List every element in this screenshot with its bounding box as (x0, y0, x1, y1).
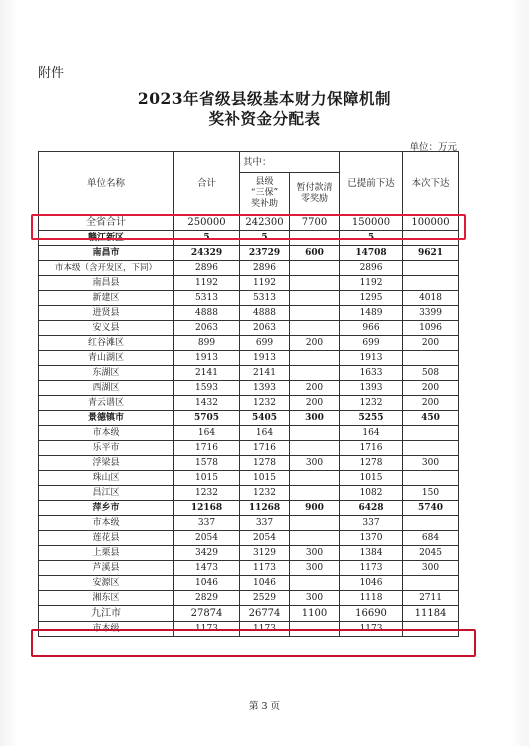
cell-value: 1716 (174, 441, 240, 456)
cell-unit-name: 安源区 (39, 576, 174, 591)
cell-unit-name: 市本级 (39, 516, 174, 531)
cell-value: 1173 (340, 622, 403, 637)
cell-value: 300 (290, 561, 340, 576)
cell-unit-name: 上栗县 (39, 546, 174, 561)
cell-value: 1473 (174, 561, 240, 576)
cell-value (403, 471, 459, 486)
cell-value: 1295 (340, 291, 403, 306)
cell-unit-name: 萍乡市 (39, 501, 174, 516)
table-row (39, 456, 459, 471)
cell-value: 1192 (174, 276, 240, 291)
cell-unit-name: 东湖区 (39, 366, 174, 381)
cell-value: 699 (240, 336, 290, 351)
cell-value: 1046 (174, 576, 240, 591)
table-row (39, 501, 459, 516)
cell-value: 1578 (174, 456, 240, 471)
cell-value (290, 471, 340, 486)
cell-unit-name: 青山湖区 (39, 351, 174, 366)
cell-value: 1046 (240, 576, 290, 591)
cell-value (403, 351, 459, 366)
cell-value (290, 486, 340, 501)
cell-value: 164 (340, 426, 403, 441)
cell-value: 2063 (174, 321, 240, 336)
header-row-1 (39, 152, 459, 173)
cell-value: 2054 (240, 531, 290, 546)
cell-value (290, 276, 340, 291)
cell-value: 1232 (174, 486, 240, 501)
cell-value: 899 (174, 336, 240, 351)
cell-unit-name: 九江市 (39, 606, 174, 622)
cell-unit-name: 昌江区 (39, 486, 174, 501)
table-row (39, 606, 459, 622)
cell-value: 3429 (174, 546, 240, 561)
table-row (39, 306, 459, 321)
cell-value: 4888 (240, 306, 290, 321)
cell-value: 24329 (174, 246, 240, 261)
cell-value: 1015 (240, 471, 290, 486)
cell-value: 1192 (240, 276, 290, 291)
table-row (39, 381, 459, 396)
cell-unit-name: 赣江新区 (39, 231, 174, 246)
cell-value: 1278 (340, 456, 403, 471)
cell-value: 1015 (340, 471, 403, 486)
cell-unit-name: 市本级 (39, 426, 174, 441)
header-total: 合计 (174, 152, 240, 215)
cell-value: 200 (290, 396, 340, 411)
cell-value: 164 (174, 426, 240, 441)
cell-value: 1278 (240, 456, 290, 471)
cell-unit-name: 南昌县 (39, 276, 174, 291)
cell-value: 1489 (340, 306, 403, 321)
cell-value (290, 366, 340, 381)
cell-value: 5 (340, 231, 403, 246)
cell-value (290, 321, 340, 336)
cell-unit-name: 珠山区 (39, 471, 174, 486)
cell-value: 1096 (403, 321, 459, 336)
table-row (39, 366, 459, 381)
cell-value: 5405 (240, 411, 290, 426)
cell-value: 699 (340, 336, 403, 351)
cell-value (403, 426, 459, 441)
cell-value: 7700 (290, 215, 340, 231)
header-among: 其中： (240, 152, 340, 173)
table-row (39, 426, 459, 441)
cell-value (403, 441, 459, 456)
cell-value: 1593 (174, 381, 240, 396)
cell-value (290, 441, 340, 456)
cell-value: 1015 (174, 471, 240, 486)
highlight-box-province-total (31, 214, 466, 240)
cell-value: 5313 (240, 291, 290, 306)
cell-value (290, 516, 340, 531)
cell-value: 11268 (240, 501, 290, 516)
cell-value: 2829 (174, 591, 240, 606)
table-row (39, 276, 459, 291)
table-row (39, 261, 459, 276)
cell-value: 200 (403, 396, 459, 411)
cell-value: 26774 (240, 606, 290, 622)
cell-value: 2896 (174, 261, 240, 276)
cell-value: 1192 (340, 276, 403, 291)
cell-unit-name: 芦溪县 (39, 561, 174, 576)
cell-value: 5 (240, 231, 290, 246)
header-this-time: 本次下达 (403, 152, 459, 215)
cell-value: 200 (290, 381, 340, 396)
cell-value: 2045 (403, 546, 459, 561)
cell-value: 1173 (174, 622, 240, 637)
cell-value: 2896 (340, 261, 403, 276)
cell-value: 3399 (403, 306, 459, 321)
cell-value: 300 (290, 546, 340, 561)
header-three-guarantee: 县级 “三保” 奖补助 (240, 173, 290, 215)
cell-value: 1082 (340, 486, 403, 501)
cell-value: 4018 (403, 291, 459, 306)
cell-value: 12168 (174, 501, 240, 516)
cell-value (403, 261, 459, 276)
cell-value (290, 351, 340, 366)
cell-value: 337 (340, 516, 403, 531)
cell-value: 14708 (340, 246, 403, 261)
cell-value: 200 (403, 381, 459, 396)
cell-value: 200 (290, 336, 340, 351)
table-row (39, 396, 459, 411)
cell-value (290, 261, 340, 276)
cell-value: 1100 (290, 606, 340, 622)
cell-value: 508 (403, 366, 459, 381)
cell-value: 250000 (174, 215, 240, 231)
cell-value: 200 (403, 336, 459, 351)
cell-value: 1173 (240, 561, 290, 576)
cell-value (403, 516, 459, 531)
table-row (39, 546, 459, 561)
table-row (39, 561, 459, 576)
cell-value (290, 576, 340, 591)
cell-value: 2141 (240, 366, 290, 381)
cell-value: 6428 (340, 501, 403, 516)
cell-value: 1173 (240, 622, 290, 637)
cell-unit-name: 西湖区 (39, 381, 174, 396)
cell-value: 9621 (403, 246, 459, 261)
cell-value: 164 (240, 426, 290, 441)
cell-value: 300 (290, 411, 340, 426)
cell-value: 1173 (340, 561, 403, 576)
cell-value (403, 276, 459, 291)
cell-value: 1384 (340, 546, 403, 561)
cell-unit-name: 湘东区 (39, 591, 174, 606)
cell-value: 23729 (240, 246, 290, 261)
cell-unit-name: 红谷滩区 (39, 336, 174, 351)
cell-value: 1913 (340, 351, 403, 366)
highlight-box-jiujiang (31, 629, 476, 657)
cell-value: 150000 (340, 215, 403, 231)
cell-value: 1046 (340, 576, 403, 591)
cell-value: 150 (403, 486, 459, 501)
cell-unit-name: 景德镇市 (39, 411, 174, 426)
cell-value: 2141 (174, 366, 240, 381)
cell-value: 900 (290, 501, 340, 516)
cell-unit-name: 乐平市 (39, 441, 174, 456)
cell-value (290, 426, 340, 441)
cell-value: 966 (340, 321, 403, 336)
table-row (39, 591, 459, 606)
cell-unit-name: 莲花县 (39, 531, 174, 546)
header-temp-payment: 暂付款清 零奖励 (290, 173, 340, 215)
cell-value: 1393 (340, 381, 403, 396)
cell-value: 4888 (174, 306, 240, 321)
cell-value: 16690 (340, 606, 403, 622)
cell-value (403, 576, 459, 591)
cell-unit-name: 进贤县 (39, 306, 174, 321)
cell-value: 1913 (174, 351, 240, 366)
table-row (39, 471, 459, 486)
cell-value: 1716 (340, 441, 403, 456)
cell-value: 242300 (240, 215, 290, 231)
cell-value: 1633 (340, 366, 403, 381)
cell-value: 2054 (174, 531, 240, 546)
table-row (39, 291, 459, 306)
table-row (39, 486, 459, 501)
attachment-label: 附件 (38, 66, 65, 81)
cell-value: 2063 (240, 321, 290, 336)
cell-unit-name: 市本级 (39, 622, 174, 637)
cell-value: 1393 (240, 381, 290, 396)
table-row (39, 411, 459, 426)
cell-value: 2896 (240, 261, 290, 276)
table-row (39, 246, 459, 261)
cell-value: 5 (174, 231, 240, 246)
cell-value: 300 (290, 456, 340, 471)
cell-value: 600 (290, 246, 340, 261)
table-row (39, 336, 459, 351)
cell-value: 450 (403, 411, 459, 426)
cell-value: 337 (240, 516, 290, 531)
cell-unit-name: 新建区 (39, 291, 174, 306)
cell-value: 300 (403, 456, 459, 471)
cell-value: 684 (403, 531, 459, 546)
cell-value: 5255 (340, 411, 403, 426)
cell-value (290, 291, 340, 306)
cell-value: 5313 (174, 291, 240, 306)
page-number: 第 3 页 (248, 701, 281, 712)
unit-label: 单位：万元 (409, 142, 457, 153)
cell-value: 5705 (174, 411, 240, 426)
cell-value: 1370 (340, 531, 403, 546)
cell-value: 1232 (240, 486, 290, 501)
cell-value: 337 (174, 516, 240, 531)
cell-value: 300 (403, 561, 459, 576)
cell-value (290, 531, 340, 546)
table-row (39, 441, 459, 456)
cell-unit-name: 安义县 (39, 321, 174, 336)
document-title-line-1: 2023年省级县级基本财力保障机制 (137, 89, 392, 108)
header-advance: 已提前下达 (340, 152, 403, 215)
cell-value: 2711 (403, 591, 459, 606)
cell-value: 27874 (174, 606, 240, 622)
cell-value: 5740 (403, 501, 459, 516)
table-row (39, 576, 459, 591)
cell-value: 3129 (240, 546, 290, 561)
table-row (39, 531, 459, 546)
cell-unit-name: 市本级（含开发区，下同） (39, 261, 174, 276)
cell-value: 1118 (340, 591, 403, 606)
cell-value: 1232 (240, 396, 290, 411)
cell-value: 100000 (403, 215, 459, 231)
cell-value: 1913 (240, 351, 290, 366)
table-row (39, 321, 459, 336)
cell-unit-name: 青云谱区 (39, 396, 174, 411)
cell-value (290, 306, 340, 321)
cell-unit-name: 浮梁县 (39, 456, 174, 471)
table-row (39, 516, 459, 531)
cell-value: 1232 (340, 396, 403, 411)
cell-value: 1716 (240, 441, 290, 456)
cell-value: 1432 (174, 396, 240, 411)
cell-value: 2529 (240, 591, 290, 606)
header-unit-name: 单位名称 (39, 152, 174, 215)
table-row (39, 351, 459, 366)
cell-value: 11184 (403, 606, 459, 622)
cell-value: 300 (290, 591, 340, 606)
cell-unit-name: 全省合计 (39, 215, 174, 231)
cell-unit-name: 南昌市 (39, 246, 174, 261)
document-title-line-2: 奖补资金分配表 (208, 109, 321, 128)
